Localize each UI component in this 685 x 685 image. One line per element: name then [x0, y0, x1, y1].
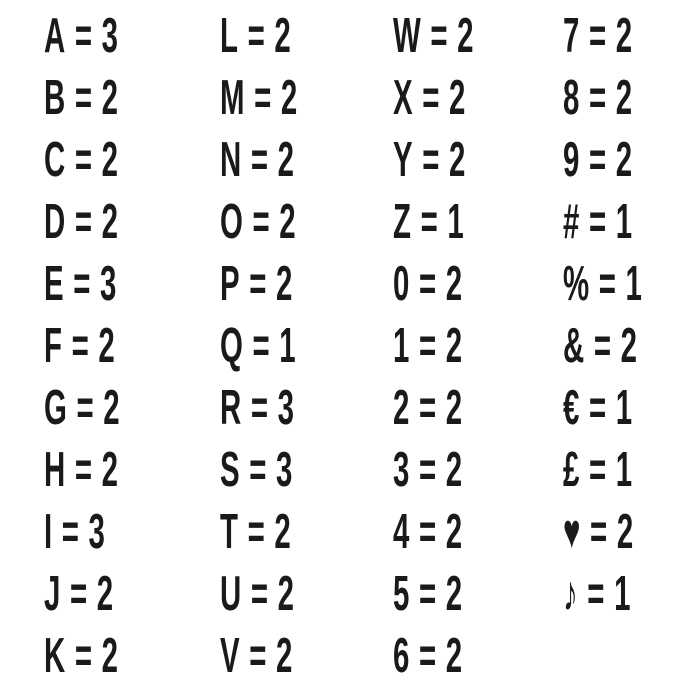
- equals-sign: =: [250, 566, 269, 621]
- mapping-row: [44, 5, 120, 67]
- mapping-row: [563, 377, 642, 439]
- mapping-count: 2: [279, 194, 296, 249]
- mapping-symbol: R: [220, 380, 242, 435]
- mapping-count: 1: [615, 442, 633, 497]
- mapping-count: 2: [274, 504, 291, 559]
- mapping-row: [220, 129, 297, 191]
- mapping-count: 2: [457, 8, 474, 63]
- mapping-symbol: 9: [563, 132, 580, 187]
- mapping-row: [220, 563, 297, 625]
- mapping-count: 2: [448, 132, 466, 187]
- mapping-symbol: 6: [393, 628, 410, 683]
- equals-sign: =: [588, 70, 607, 125]
- mapping-row: [44, 253, 120, 315]
- equals-sign: =: [249, 256, 267, 311]
- mapping-symbol: G: [44, 380, 67, 435]
- mapping-symbol: V: [220, 628, 240, 683]
- mapping-row: [393, 625, 473, 685]
- column-letters-a-k: [44, 5, 170, 685]
- mapping-row: [44, 191, 120, 253]
- mapping-row: [563, 191, 642, 253]
- mapping-symbol: P: [220, 256, 240, 311]
- equals-sign: =: [593, 318, 612, 373]
- mapping-symbol: J: [44, 566, 61, 621]
- equals-sign: =: [252, 318, 270, 373]
- equals-sign: =: [418, 318, 437, 373]
- equals-sign: =: [588, 194, 607, 249]
- equals-sign: =: [420, 194, 438, 249]
- mapping-row: [220, 5, 297, 67]
- mapping-symbol: E: [44, 256, 64, 311]
- equals-sign: =: [588, 442, 607, 497]
- equals-sign: =: [587, 566, 605, 621]
- mapping-symbol: M: [220, 70, 245, 125]
- mapping-count: 2: [101, 132, 118, 187]
- mapping-row: [563, 501, 642, 563]
- mapping-symbol: F: [44, 318, 62, 373]
- mapping-symbol: C: [44, 132, 66, 187]
- equals-sign: =: [74, 442, 93, 497]
- equals-sign: =: [418, 566, 437, 621]
- mapping-symbol: I: [44, 504, 53, 559]
- mapping-row: [44, 377, 120, 439]
- mapping-count: 1: [447, 194, 464, 249]
- mapping-symbol: S: [220, 442, 240, 497]
- mapping-symbol: 1: [393, 318, 410, 373]
- mapping-symbol: 5: [393, 566, 410, 621]
- mapping-row: [220, 67, 297, 129]
- mapping-row: [44, 501, 120, 563]
- mapping-symbol: &: [563, 318, 585, 373]
- equals-sign: =: [74, 194, 93, 249]
- mapping-symbol: €: [563, 380, 580, 435]
- mapping-count: 2: [445, 380, 463, 435]
- mapping-row: [393, 67, 473, 129]
- mapping-count: 2: [274, 8, 291, 63]
- mapping-row: [393, 5, 473, 67]
- mapping-count: 2: [445, 628, 463, 683]
- equals-sign: =: [74, 70, 93, 125]
- mapping-symbol: A: [44, 8, 66, 63]
- equals-sign: =: [422, 70, 440, 125]
- column-digits-7-9-symbols: [563, 5, 685, 625]
- mapping-row: [44, 129, 120, 191]
- mapping-row: [393, 377, 473, 439]
- mapping-count: 2: [277, 566, 294, 621]
- mapping-symbol: W: [393, 8, 421, 63]
- mapping-row: [563, 315, 642, 377]
- equals-sign: =: [418, 256, 437, 311]
- mapping-symbol: N: [220, 132, 242, 187]
- mapping-row: [220, 625, 297, 685]
- mapping-count: 2: [280, 70, 298, 125]
- mapping-count: 2: [98, 318, 115, 373]
- equals-sign: =: [252, 194, 270, 249]
- mapping-row: [563, 67, 642, 129]
- mapping-symbol: £: [563, 442, 580, 497]
- mapping-count: 2: [445, 256, 463, 311]
- equals-sign: =: [598, 256, 616, 311]
- mapping-symbol: 8: [563, 70, 580, 125]
- mapping-symbol: 3: [393, 442, 410, 497]
- mapping-symbol: #: [563, 194, 580, 249]
- column-letters-l-v: [220, 5, 349, 685]
- mapping-count: 2: [103, 380, 120, 435]
- mapping-symbol: ♥: [563, 504, 581, 559]
- equals-sign: =: [76, 380, 94, 435]
- mapping-count: 2: [101, 194, 118, 249]
- mapping-row: [44, 67, 120, 129]
- mapping-symbol: X: [393, 70, 413, 125]
- mapping-count: 2: [101, 628, 118, 683]
- mapping-count: 2: [445, 442, 463, 497]
- equals-sign: =: [250, 380, 269, 435]
- equals-sign: =: [73, 256, 91, 311]
- mapping-symbol: T: [220, 504, 238, 559]
- equals-sign: =: [430, 8, 448, 63]
- mapping-row: [220, 191, 297, 253]
- mapping-symbol: B: [44, 70, 66, 125]
- equals-sign: =: [249, 628, 267, 683]
- mapping-symbol: L: [220, 8, 238, 63]
- equals-sign: =: [71, 318, 89, 373]
- equals-sign: =: [74, 628, 93, 683]
- mapping-row: [563, 563, 642, 625]
- mapping-row: [563, 5, 642, 67]
- mapping-count: 2: [448, 70, 466, 125]
- mapping-count: 1: [279, 318, 296, 373]
- mapping-count: 2: [275, 256, 293, 311]
- mapping-count: 3: [88, 504, 105, 559]
- mapping-count: 3: [275, 442, 293, 497]
- mapping-row: [393, 129, 473, 191]
- mapping-symbol: H: [44, 442, 66, 497]
- equals-sign: =: [418, 628, 437, 683]
- mapping-symbol: D: [44, 194, 66, 249]
- mapping-row: [563, 253, 642, 315]
- mapping-row: [393, 253, 473, 315]
- equals-sign: =: [250, 132, 269, 187]
- mapping-count: 2: [96, 566, 114, 621]
- equals-sign: =: [418, 504, 437, 559]
- mapping-count: 1: [625, 256, 642, 311]
- equals-sign: =: [247, 8, 265, 63]
- mapping-row: [393, 563, 473, 625]
- mapping-row: [220, 253, 297, 315]
- mapping-symbol: K: [44, 628, 66, 683]
- equals-sign: =: [588, 380, 607, 435]
- equals-sign: =: [422, 132, 440, 187]
- mapping-symbol: Z: [393, 194, 411, 249]
- mapping-row: [44, 625, 120, 685]
- mapping-count: 1: [615, 194, 633, 249]
- mapping-symbol: 0: [393, 256, 410, 311]
- equals-sign: =: [74, 132, 93, 187]
- mapping-count: 2: [620, 318, 637, 373]
- mapping-row: [44, 439, 120, 501]
- mapping-row: [44, 563, 120, 625]
- mapping-count: 2: [615, 8, 633, 63]
- equals-sign: =: [249, 442, 267, 497]
- mapping-count: 3: [277, 380, 294, 435]
- mapping-row: [393, 191, 473, 253]
- equals-sign: =: [254, 70, 272, 125]
- mapping-row: [563, 129, 642, 191]
- mapping-count: 1: [614, 566, 631, 621]
- mapping-symbol: Q: [220, 318, 243, 373]
- mapping-count: 2: [615, 70, 633, 125]
- mapping-row: [220, 501, 297, 563]
- mapping-count: 2: [445, 318, 463, 373]
- mapping-count: 2: [101, 442, 118, 497]
- mapping-row: [220, 377, 297, 439]
- equals-sign: =: [74, 8, 93, 63]
- equals-sign: =: [69, 566, 88, 621]
- mapping-symbol: %: [563, 256, 590, 311]
- mapping-count: 2: [275, 628, 293, 683]
- mapping-symbol: U: [220, 566, 242, 621]
- mapping-symbol: 7: [563, 8, 580, 63]
- equals-sign: =: [61, 504, 79, 559]
- mapping-count: 2: [615, 132, 633, 187]
- mapping-row: [393, 439, 473, 501]
- mapping-count: 2: [445, 566, 463, 621]
- equals-sign: =: [588, 8, 607, 63]
- mapping-symbol: 2: [393, 380, 410, 435]
- mapping-count: 3: [99, 256, 117, 311]
- mapping-count: 2: [101, 70, 118, 125]
- equals-sign: =: [247, 504, 265, 559]
- equals-sign: =: [418, 442, 437, 497]
- mapping-count: 2: [616, 504, 634, 559]
- mapping-symbol: Y: [393, 132, 413, 187]
- mapping-count: 3: [101, 8, 118, 63]
- mapping-symbol: ♪: [563, 566, 578, 621]
- mapping-row: [220, 439, 297, 501]
- mapping-row: [393, 315, 473, 377]
- mapping-symbol: 4: [393, 504, 410, 559]
- column-letters-w-z-digits-0-6: [393, 5, 527, 685]
- mapping-row: [220, 315, 297, 377]
- equals-sign: =: [590, 504, 608, 559]
- mapping-symbol: O: [220, 194, 243, 249]
- equals-sign: =: [588, 132, 607, 187]
- mapping-count: 2: [445, 504, 463, 559]
- mapping-row: [44, 315, 120, 377]
- mapping-count: 2: [277, 132, 294, 187]
- mapping-row: [393, 501, 473, 563]
- mapping-row: [563, 439, 642, 501]
- mapping-count: 1: [615, 380, 633, 435]
- equals-sign: =: [418, 380, 437, 435]
